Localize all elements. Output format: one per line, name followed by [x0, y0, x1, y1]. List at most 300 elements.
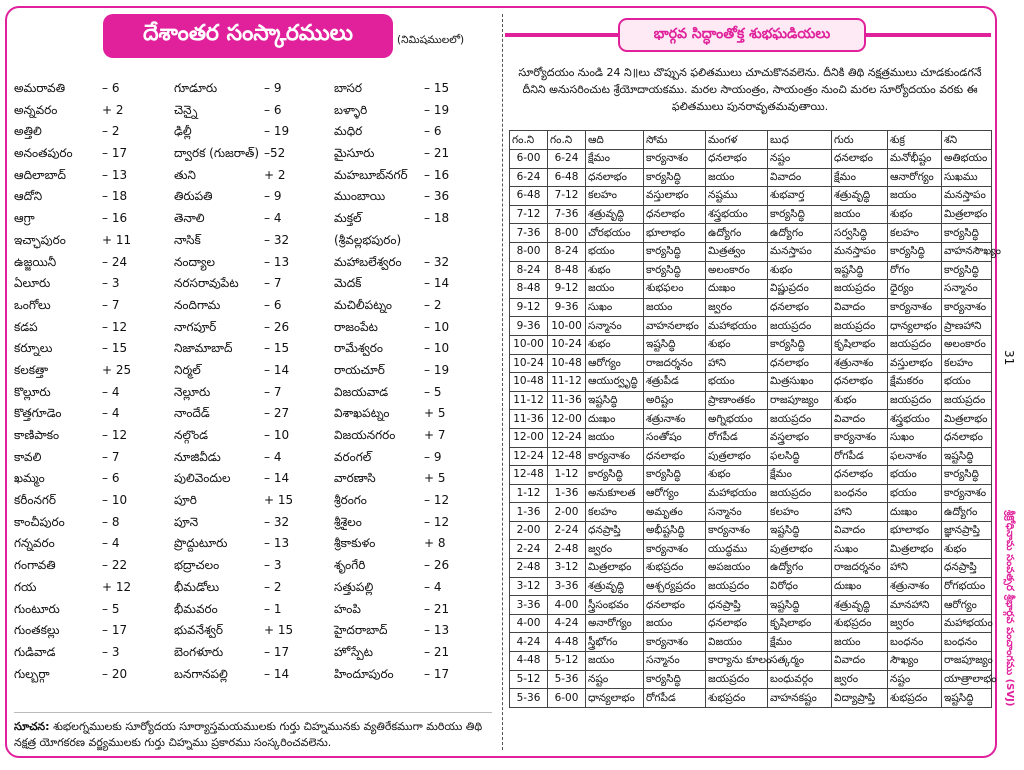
result-cell: ధనప్రాప్తి [706, 596, 768, 615]
time-cell: 8-24 [548, 242, 586, 261]
place-correction-value: – 18 [102, 189, 128, 204]
place-name: నాగపూర్ [174, 319, 217, 334]
place-name: తుని [174, 167, 196, 182]
time-cell: 2-24 [548, 521, 586, 540]
result-cell: సన్మానం [644, 652, 706, 671]
result-cell: ఇష్టసిద్ధి [942, 447, 992, 466]
table-header-cell: గం.ని [510, 131, 548, 150]
result-cell: సన్మానం [586, 317, 644, 336]
place-correction-value: – 13 [264, 536, 290, 551]
time-cell: 2-00 [510, 521, 548, 540]
auspicious-hours-intro: సూర్యోదయం నుండి 24 ని॥లు చొప్పున ఫలితములు చూచుకొనవలెను. దీనికి తిథి నక్షత్రములు చూడకుండగనే దీనిని అనుసరించుట శ్రేయోదాయకము. మరల సాయంత్రం, సాయంత్రం నుంచి మరల సూర్యోదయం వరకు ఈ ఫలితములు పునరావృతమవుతాయి. [518, 66, 982, 113]
result-cell: భూలాభం [888, 521, 942, 540]
place-name: నిజామాబాద్ [174, 341, 233, 356]
result-cell: సుఖం [832, 540, 888, 559]
place-name: బెంగళూరు [174, 644, 224, 659]
result-cell: జ్ఞానప్రాప్తి [942, 521, 992, 540]
result-cell: శత్రువృద్ధి [586, 577, 644, 596]
time-cell: 10-48 [548, 354, 586, 373]
place-correction-value: – 21 [424, 601, 450, 616]
result-cell: ఆరోగ్యం [644, 484, 706, 503]
result-cell: ధాన్యలాభం [586, 689, 644, 708]
result-cell: కార్యసిద్ధి [942, 224, 992, 243]
place-name: గయ [14, 579, 37, 594]
time-cell: 4-00 [510, 614, 548, 633]
result-cell: సుఖం [888, 428, 942, 447]
result-cell: ఇష్టసిద్ధి [644, 335, 706, 354]
place-correction-value: – 21 [424, 644, 450, 659]
place-name: రాజంపేట [334, 319, 378, 334]
time-cell: 9-12 [548, 280, 586, 299]
place-correction-value: + 2 [264, 167, 286, 182]
result-cell: యాత్రాలాభం [942, 670, 992, 689]
result-cell: జయం [586, 280, 644, 299]
result-cell: కార్యసిద్ధి [586, 466, 644, 485]
place-correction-value: – 4 [102, 536, 120, 551]
result-cell: విరోధం [768, 577, 832, 596]
result-cell: జయప్రదం [706, 670, 768, 689]
place-row [14, 273, 492, 295]
result-cell: ధనలాభం [644, 596, 706, 615]
result-cell: చోరభయం [586, 224, 644, 243]
time-cell: 12-48 [510, 466, 548, 485]
place-name: నల్గొండ [174, 428, 209, 442]
place-name: మధిర [334, 124, 363, 139]
place-name: గుల్బర్గా [14, 666, 50, 681]
result-cell: మిత్రసుఖం [768, 373, 832, 392]
result-cell: ఇష్టసిద్ధి [942, 689, 992, 708]
result-cell: జయప్రదం [706, 577, 768, 596]
time-cell: 10-48 [510, 373, 548, 392]
place-row [14, 100, 492, 122]
place-correction-value: – 6 [264, 102, 282, 117]
result-cell: సన్మానం [706, 503, 768, 522]
column-divider [502, 14, 503, 750]
result-cell: కార్యనాశం [706, 521, 768, 540]
place-name: మక్తల్ [334, 211, 362, 226]
place-correction-value: – 13 [264, 254, 290, 269]
result-cell: కలహం [768, 503, 832, 522]
place-name: అన్నవరం [14, 102, 58, 117]
time-cell: 11-36 [548, 391, 586, 410]
result-cell: నష్టము [706, 187, 768, 206]
time-cell: 2-48 [548, 540, 586, 559]
place-name: ఏలూరు [14, 276, 51, 291]
time-cell: 3-36 [548, 577, 586, 596]
place-name: ద్వారక (గుజరాత్) [174, 146, 260, 161]
result-cell: కార్యసిద్ధి [942, 261, 992, 280]
place-name: పూనె [174, 514, 199, 529]
place-correction-value: – 3 [102, 276, 120, 291]
result-cell: భూలాభం [644, 224, 706, 243]
place-name: నిర్మల్ [174, 362, 201, 377]
result-cell: మనస్తాపం [768, 242, 832, 261]
place-correction-value: – 24 [102, 254, 128, 269]
place-row [14, 208, 492, 230]
result-cell: కార్యనాశం [644, 540, 706, 559]
result-cell: కలహం [586, 187, 644, 206]
result-cell: కృషిలాభం [768, 614, 832, 633]
result-cell: సుఖం [586, 298, 644, 317]
place-correction-value: – 6 [102, 471, 120, 486]
result-cell: కార్యనాశం [832, 428, 888, 447]
result-cell: భయం [706, 373, 768, 392]
result-cell: శుభం [888, 205, 942, 224]
table-row [510, 559, 992, 578]
time-cell: 11-12 [548, 373, 586, 392]
place-row [14, 533, 492, 555]
place-name: నూజివీడు [174, 449, 221, 464]
result-cell: జయప్రదం [768, 410, 832, 429]
place-correction-value: – 32 [264, 514, 290, 529]
result-cell: కార్యనాశం [942, 298, 992, 317]
time-cell: 6-24 [548, 150, 586, 169]
place-name: నెల్లూరు [174, 384, 211, 399]
place-row [14, 447, 492, 469]
result-cell: వస్తులాభం [888, 354, 942, 373]
table-row [510, 168, 992, 187]
place-correction-value: – 6 [424, 124, 442, 139]
time-cell: 11-36 [510, 410, 548, 429]
place-name: కలకత్తా [14, 362, 49, 377]
time-cell: 1-12 [548, 466, 586, 485]
table-header-cell: శని [942, 131, 992, 150]
place-name: శృంగేరి [334, 558, 366, 573]
time-cell: 12-24 [510, 447, 548, 466]
result-cell: రాజపూజ్యం [942, 652, 992, 671]
longitude-correction-subtitle: (నిమిషములలో) [397, 34, 465, 46]
result-cell: విద్యాప్రాప్తి [832, 689, 888, 708]
note-box [14, 712, 492, 751]
table-row [510, 205, 992, 224]
place-correction-value: – 19 [424, 102, 450, 117]
result-cell: బంధనం [888, 633, 942, 652]
place-name: నాసిక్ [174, 232, 201, 247]
place-correction-value: – 5 [424, 384, 442, 399]
result-cell: కార్యనాశం [942, 484, 992, 503]
result-cell: భయం [888, 466, 942, 485]
place-name: కడప [14, 319, 38, 334]
place-correction-value: – 9 [424, 449, 442, 464]
place-correction-value: – 4 [102, 384, 120, 399]
time-cell: 2-00 [548, 503, 586, 522]
table-row [510, 540, 992, 559]
result-cell: ఉద్యోగం [706, 224, 768, 243]
place-name: ముంబాయి [334, 189, 386, 204]
result-cell: వివాదం [768, 168, 832, 187]
result-cell: ధనలాభం [644, 447, 706, 466]
table-row [510, 614, 992, 633]
result-cell: ఆరోగ్యం [942, 596, 992, 615]
time-cell: 9-36 [510, 317, 548, 336]
result-cell: కార్యసిద్ధి [644, 168, 706, 187]
place-name: గంగావతి [14, 558, 56, 573]
table-row [510, 466, 992, 485]
result-cell: శత్రువృద్ధి [832, 187, 888, 206]
place-row [14, 317, 492, 339]
result-cell: కార్యనాశం [644, 633, 706, 652]
result-cell: అనుకూలత [586, 484, 644, 503]
time-cell: 6-00 [548, 689, 586, 708]
result-cell: శుభప్రదం [706, 689, 768, 708]
result-cell: శత్రువృద్ధి [586, 205, 644, 224]
table-row [510, 373, 992, 392]
table-header-cell: గం.ని [548, 131, 586, 150]
result-cell: క్షేమకరం [888, 373, 942, 392]
result-cell: నష్టం [768, 150, 832, 169]
place-name: అత్తిలి [14, 124, 42, 139]
place-correction-value: – 7 [264, 384, 282, 399]
place-row [14, 664, 492, 686]
time-cell: 10-24 [510, 354, 548, 373]
place-name: విశాఖపట్నం [334, 406, 390, 421]
place-correction-value: + 2 [102, 102, 124, 117]
place-name: కరీంనగర్ [14, 493, 57, 508]
result-cell: స్త్రీసంభవం [586, 596, 644, 615]
place-correction-value: – 19 [264, 124, 290, 139]
result-cell: శత్రుపీడ [644, 373, 706, 392]
place-row [14, 490, 492, 512]
place-name: (శ్రీవల్లభపురం) [334, 232, 402, 247]
table-row [510, 503, 992, 522]
place-row [14, 295, 492, 317]
table-row [510, 428, 992, 447]
place-correction-value: – 27 [264, 406, 290, 421]
result-cell: భయం [586, 242, 644, 261]
place-correction-value: – 6 [264, 297, 282, 312]
result-cell: ఇష్టసిద్ధి [768, 521, 832, 540]
result-cell: ఉద్యోగం [942, 503, 992, 522]
place-name: రామేశ్వరం [334, 341, 383, 356]
place-correction-value: – 3 [264, 558, 282, 573]
result-cell: వస్తులాభం [644, 187, 706, 206]
result-cell: రోగం [888, 261, 942, 280]
time-cell: 4-00 [548, 596, 586, 615]
result-cell: రోగపీడ [706, 428, 768, 447]
result-cell: కార్యనాశం [888, 298, 942, 317]
place-correction-value: – 17 [102, 623, 128, 638]
time-cell: 4-48 [548, 633, 586, 652]
result-cell: కార్యనాశం [586, 447, 644, 466]
place-correction-list [14, 78, 492, 685]
place-name: హోస్పేట [334, 644, 374, 659]
place-row [14, 230, 492, 252]
place-correction-value: + 15 [264, 623, 294, 638]
place-row [14, 143, 492, 165]
place-name: బనగానపల్లి [174, 666, 228, 681]
result-cell: కార్యసిద్ధి [644, 466, 706, 485]
result-cell: ధనలాభం [644, 205, 706, 224]
place-correction-value: – 15 [102, 341, 128, 356]
place-name: హిందూపురం [334, 666, 394, 681]
result-cell: వాహనసౌఖ్యం [942, 242, 992, 261]
place-correction-value: – 10 [102, 493, 128, 508]
table-row [510, 484, 992, 503]
result-cell: సర్వసిద్ధి [832, 224, 888, 243]
result-cell: అభీష్టసిద్ధి [644, 521, 706, 540]
result-cell: సంతోషం [644, 428, 706, 447]
result-cell: ఫలసిద్ధి [768, 447, 832, 466]
place-name: నరసరావుపేట [174, 276, 239, 291]
result-cell: శుభప్రదం [888, 689, 942, 708]
result-cell: మిత్రలాభం [888, 540, 942, 559]
result-cell: మహాభయం [706, 484, 768, 503]
table-header-cell: మంగళ [706, 131, 768, 150]
place-row [14, 382, 492, 404]
table-row [510, 391, 992, 410]
table-header-cell: బుధ [768, 131, 832, 150]
result-cell: దుఃఖం [832, 577, 888, 596]
place-correction-value: – 12 [424, 514, 450, 529]
time-cell: 12-24 [548, 428, 586, 447]
result-cell: జయప్రదం [888, 335, 942, 354]
result-cell: ఆశ్చర్యప్రదం [644, 577, 706, 596]
place-correction-value: + 5 [424, 471, 446, 486]
time-cell: 3-12 [510, 577, 548, 596]
table-row [510, 596, 992, 615]
result-cell: మహాభయం [942, 614, 992, 633]
place-correction-value: – 2 [102, 124, 120, 139]
place-correction-value: – 20 [102, 666, 128, 681]
place-row [14, 338, 492, 360]
place-row [14, 512, 492, 534]
place-correction-value: – 15 [264, 341, 290, 356]
place-name: భీమడోలు [174, 579, 220, 594]
table-row [510, 447, 992, 466]
place-row [14, 121, 492, 143]
table-row [510, 521, 992, 540]
time-cell: 5-36 [548, 670, 586, 689]
result-cell: శుభప్రదం [644, 559, 706, 578]
time-cell: 10-00 [548, 317, 586, 336]
result-cell: దుఃఖం [586, 410, 644, 429]
result-cell: కార్యాను కూలం [706, 652, 768, 671]
result-cell: వివాదం [832, 298, 888, 317]
result-cell: భయం [888, 484, 942, 503]
result-cell: ధనలాభం [706, 614, 768, 633]
result-cell: యుద్ధము [706, 540, 768, 559]
time-cell: 6-00 [510, 150, 548, 169]
result-cell: కార్యసిద్ధి [644, 670, 706, 689]
result-cell: కార్యసిద్ధి [768, 205, 832, 224]
time-cell: 7-12 [510, 205, 548, 224]
result-cell: కలహం [888, 224, 942, 243]
result-cell: ఆనారోగ్యం [888, 168, 942, 187]
place-correction-value: + 8 [424, 536, 446, 551]
time-cell: 8-48 [548, 261, 586, 280]
result-cell: ఫలనాశం [888, 447, 942, 466]
result-cell: జయప్రదం [832, 317, 888, 336]
place-name: ఇచ్ఛాపురం [14, 232, 66, 247]
result-cell: శుభం [942, 540, 992, 559]
place-correction-value: – 16 [424, 167, 450, 182]
result-cell: పుత్రలాభం [768, 540, 832, 559]
result-cell: కార్యసిద్ధి [644, 261, 706, 280]
result-cell: వివాదం [832, 521, 888, 540]
place-name: తెనాలి [174, 211, 205, 226]
table-row [510, 577, 992, 596]
place-row [14, 252, 492, 274]
time-cell: 5-12 [510, 670, 548, 689]
place-name: మచిలీపట్నం [334, 297, 393, 312]
result-cell: జయప్రదం [942, 391, 992, 410]
result-cell: జయప్రదం [768, 317, 832, 336]
place-correction-value: – 17 [424, 666, 450, 681]
result-cell: రాజదర్శనం [832, 559, 888, 578]
result-cell: ధనలాభం [832, 150, 888, 169]
result-cell: వాహనలాభం [644, 317, 706, 336]
place-name: గన్నవరం [14, 536, 55, 551]
result-cell: మిత్రత్వం [706, 242, 768, 261]
time-cell: 1-12 [510, 484, 548, 503]
result-cell: బంధనం [942, 633, 992, 652]
place-row [14, 360, 492, 382]
place-row [14, 620, 492, 642]
result-cell: ధనలాభం [832, 373, 888, 392]
place-name: తిరుపతి [174, 189, 213, 204]
time-cell: 6-48 [510, 187, 548, 206]
result-cell: హాని [706, 354, 768, 373]
result-cell: జ్వరం [888, 614, 942, 633]
place-correction-value: – 26 [264, 319, 290, 334]
time-cell: 12-00 [548, 410, 586, 429]
result-cell: స్త్రీభోగం [586, 633, 644, 652]
table-row [510, 410, 992, 429]
place-correction-value: + 5 [424, 406, 446, 421]
result-cell: ధనలాభం [768, 298, 832, 317]
time-cell: 9-12 [510, 298, 548, 317]
place-name: శ్రీరంగం [334, 493, 367, 508]
result-cell: మిత్రలాభం [942, 205, 992, 224]
place-name: మహాబలేశ్వరం [334, 254, 402, 269]
table-row [510, 317, 992, 336]
result-cell: పుత్రలాభం [706, 447, 768, 466]
place-correction-value: – 22 [102, 558, 128, 573]
place-correction-value: – 6 [102, 81, 120, 95]
note-label: సూచన: [14, 720, 50, 733]
result-cell: మనస్తాపం [832, 242, 888, 261]
result-cell: రోగభయం [942, 577, 992, 596]
result-cell: బంధువర్గం [768, 670, 832, 689]
table-row [510, 261, 992, 280]
result-cell: వివాదం [832, 652, 888, 671]
place-name: ఆదిలాబాద్ [14, 167, 66, 182]
table-header-row [510, 131, 992, 150]
time-cell: 12-00 [510, 428, 548, 447]
time-cell: 4-24 [510, 633, 548, 652]
result-cell: శత్రునాశం [832, 354, 888, 373]
place-correction-value: – 17 [102, 146, 128, 161]
result-cell: ధనలాభం [942, 428, 992, 447]
time-cell: 2-48 [510, 559, 548, 578]
place-correction-value: – 12 [424, 493, 450, 508]
result-cell: సన్మానం [942, 280, 992, 299]
place-name: భువనేశ్వర్ [174, 623, 224, 638]
time-cell: 7-12 [548, 187, 586, 206]
place-row [14, 599, 492, 621]
result-cell: జయం [586, 428, 644, 447]
place-correction-value: – 3 [102, 644, 120, 659]
place-name: ఆదోని [14, 189, 43, 204]
result-cell: జయం [586, 652, 644, 671]
place-name: రాయచూర్ [334, 362, 385, 377]
place-correction-value: + 25 [102, 362, 132, 377]
place-correction-value: – 1 [264, 601, 282, 616]
place-correction-value: – 10 [424, 319, 450, 334]
result-cell: జయప్రదం [888, 391, 942, 410]
time-cell: 8-00 [510, 242, 548, 261]
result-cell: శస్త్రభయం [706, 205, 768, 224]
